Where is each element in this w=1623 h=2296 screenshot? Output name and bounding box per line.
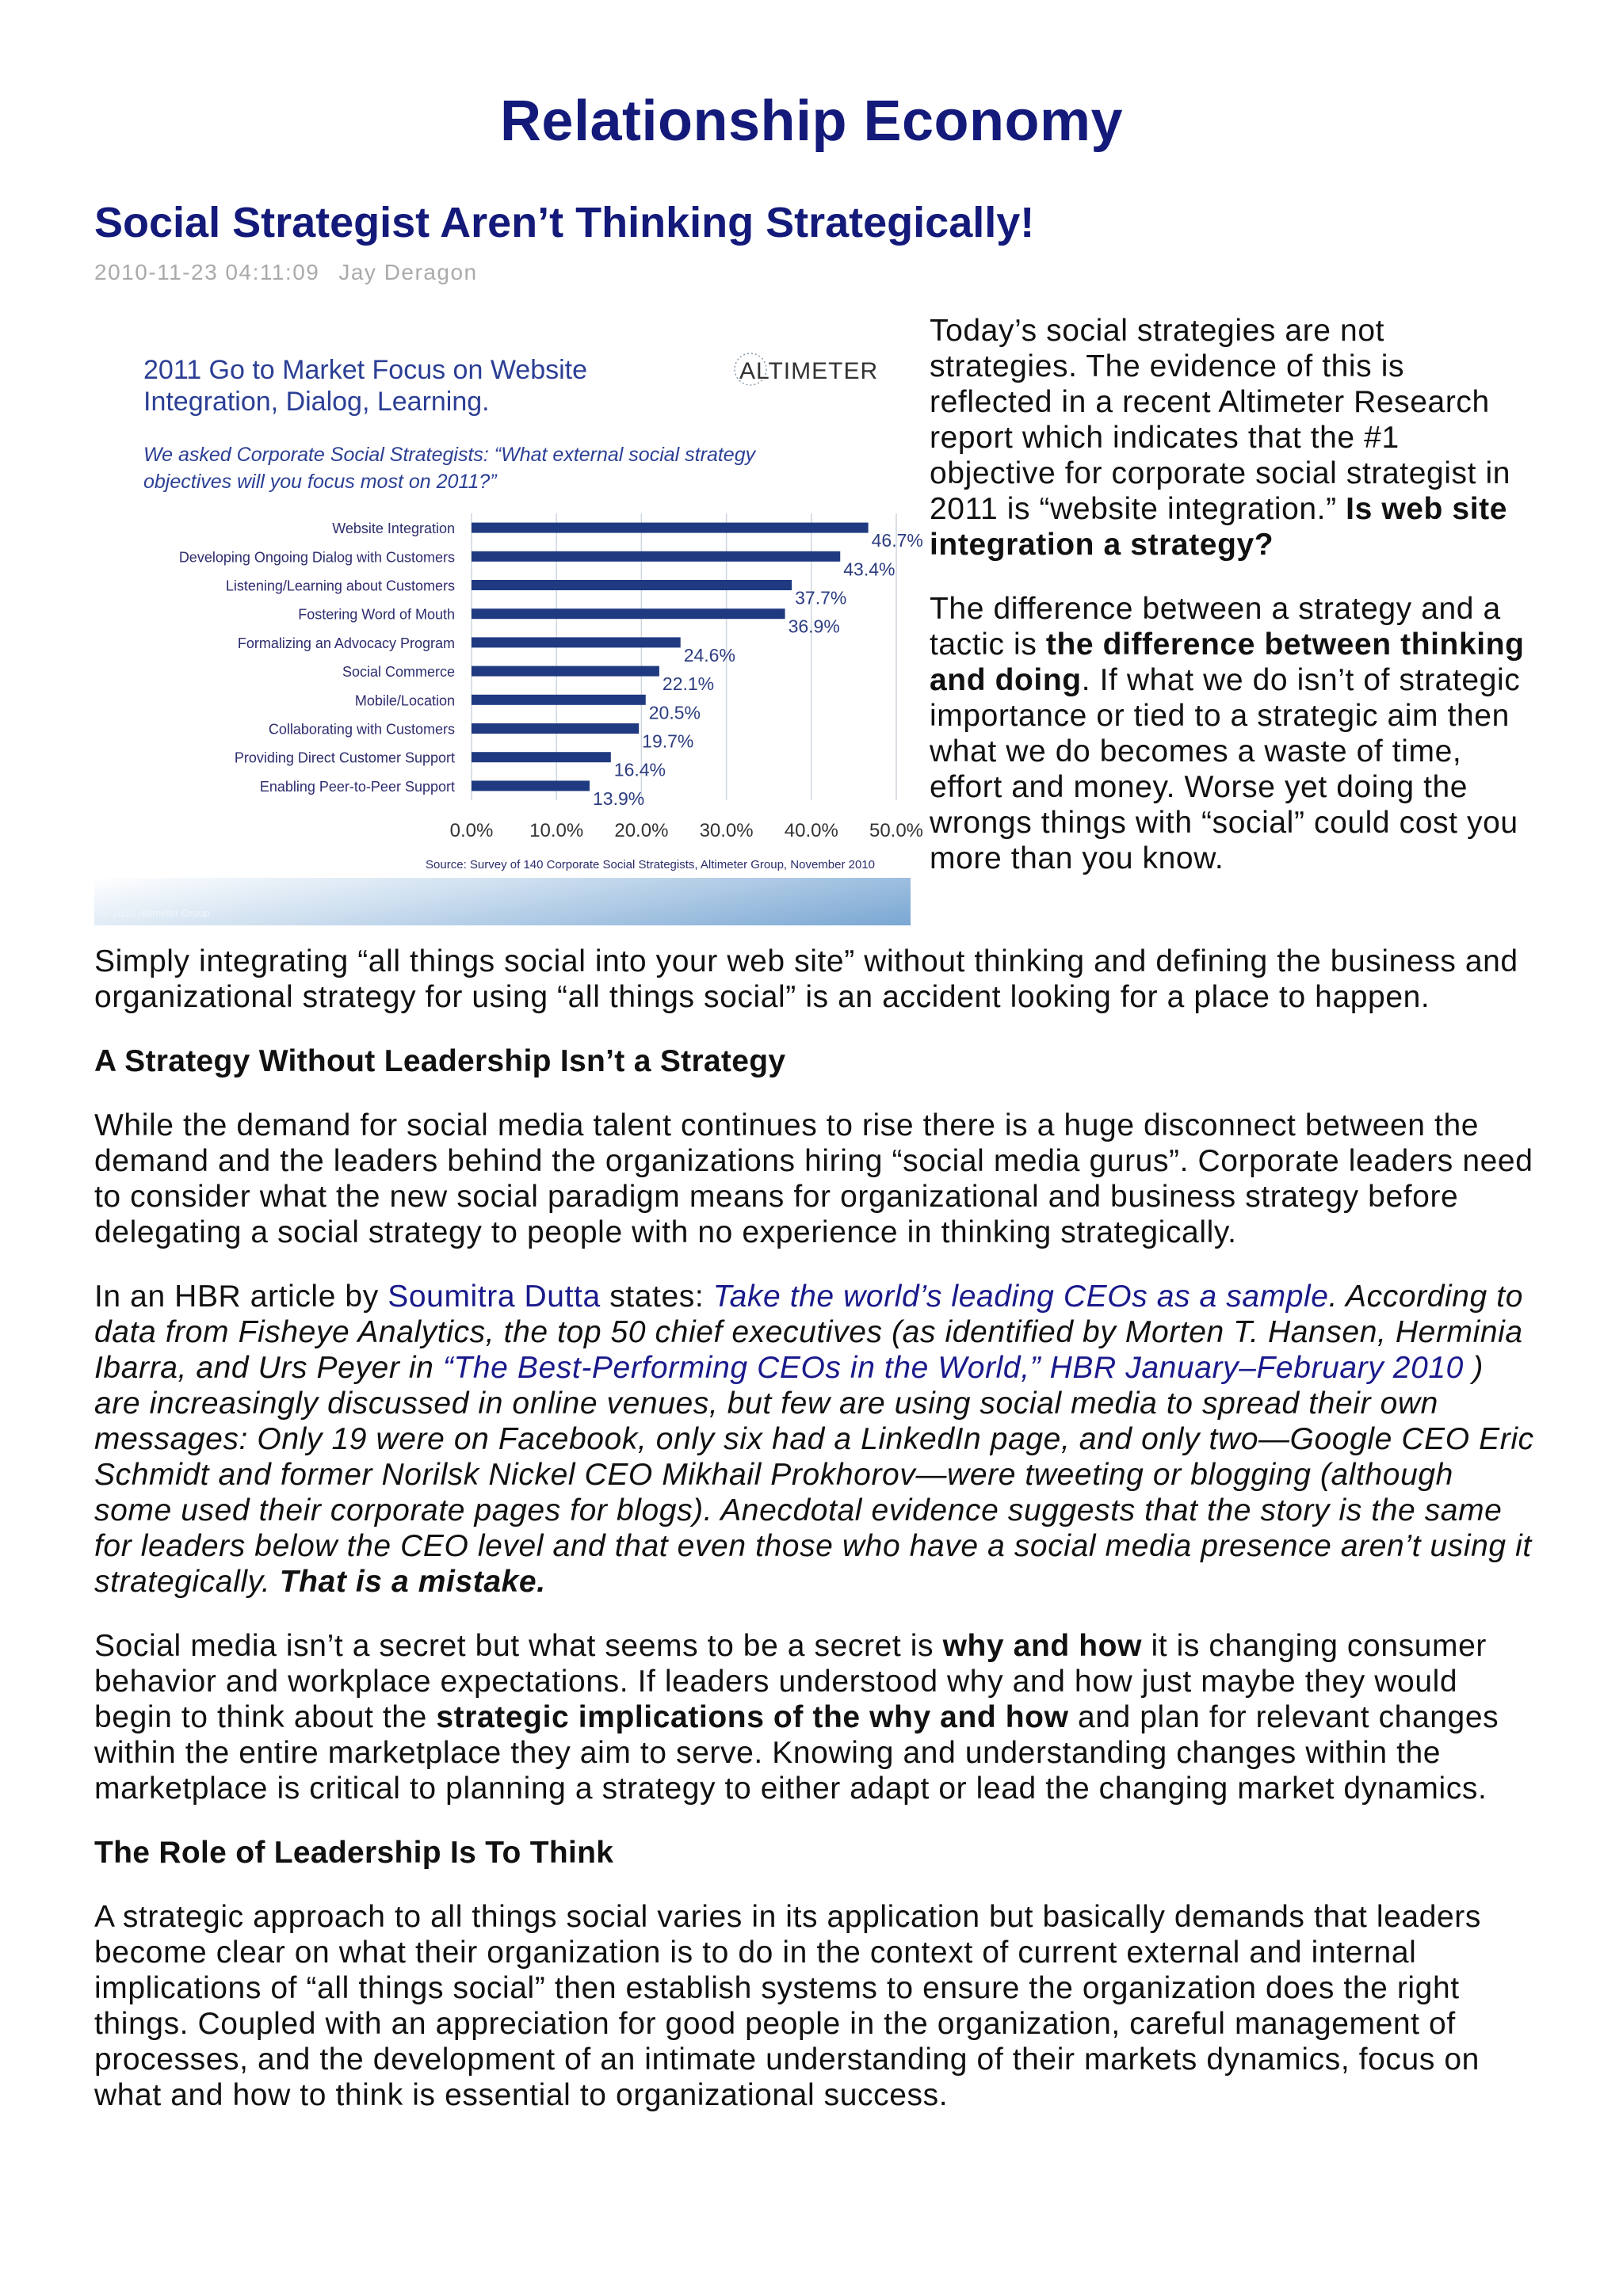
bar [472,551,840,562]
bar [472,608,785,619]
bar [472,780,590,791]
bar [472,580,792,590]
value-label: 20.5% [648,702,701,723]
chart-brand: ALTIMETER [739,358,879,384]
post-date: 2010-11-23 04:11:09 [94,260,320,284]
chart-subtitle-line-2: objectives will you focus most on 2011?” [143,471,497,493]
intro-paragraph-1: Today’s social strategies are not strategies. The evidence of this is reflected in a recent Altimeter Research report which indicates that the #1 objective for corporate social strategist in 2011 is “website integration.” Is web site integration a strategy? [930,314,1511,562]
paragraph-4: Social media isn’t a secret but what seems to be a secret is why and how it is changing consumer behavior and workplace expectations. If leaders understood why and how just maybe they would begin to think about the strategic implications of the why and how and plan for relevant changes within the entire marketplace they aim to serve. Knowing and understanding changes within the marketplace is critical to planning a strategy to either adapt or lead the changing market dynamics. [94,1629,1499,1806]
post-meta [94,260,478,285]
x-tick-label: 0.0% [449,820,494,841]
chart-subtitle-line-1: We asked Corporate Social Strategists: “What external social strategy [143,444,756,466]
hbr-article-link[interactable]: “The Best-Performing CEOs in the World,” HBR January–February 2010 [442,1351,1464,1385]
chart-footer-band [94,878,911,925]
chart-source: Source: Survey of 140 Corporate Social Strategists, Altimeter Group, November 2010 [426,858,875,871]
chart-copyright: © 2010 Altimeter Group [102,907,211,919]
paragraph-1: Simply integrating “all things social into your web site” without thinking and defining the business and organizational strategy for using “all things social” is an accident looking for a place to happen. [94,944,1518,1014]
value-label: 22.1% [662,673,715,695]
intro-paragraph-2: The difference between a strategy and a tactic is the difference between thinking and doing. If what we do isn’t of strategic importance or tied to a strategic aim then what we do becomes a waste of time, effort and money. Worse yet doing the wrongs things with “social” could cost you more than you know. [930,592,1525,875]
category-label: Website Integration [332,521,455,537]
category-label: Providing Direct Customer Support [234,749,455,766]
x-tick-label: 10.0% [529,820,584,841]
paragraph-2: While the demand for social media talent continues to rise there is a huge disconnect between the demand and the leaders behind the organizations hiring “social media gurus”. Corporate leaders need to consider what the new social paradigm means for organizational and business strategy before delegating a social strategy to people with no experience in thinking strategically. [94,1108,1533,1249]
bar [472,666,659,677]
x-tick-label: 40.0% [784,820,838,841]
value-label: 43.4% [843,559,896,580]
value-label: 24.6% [683,644,735,666]
value-label: 37.7% [795,587,847,608]
post-author[interactable]: Jay Deragon [338,260,478,284]
x-tick-label: 20.0% [614,820,669,841]
category-label: Collaborating with Customers [268,721,455,738]
chart-title-line-1: 2011 Go to Market Focus on Website [143,355,588,385]
x-tick-label: 30.0% [699,820,754,841]
bar-chart [94,317,924,925]
bar [472,523,869,533]
quote-link[interactable]: Take the world’s leading CEOs as a sample [712,1280,1329,1314]
category-label: Mobile/Location [354,692,455,709]
altimeter-chart [94,317,924,925]
post-title[interactable]: Social Strategist Aren’t Thinking Strategically! [94,199,1035,246]
paragraph-5: A strategic approach to all things social varies in its application but basically demands that leaders become clear on what their organization is to do in the context of current external and internal implications of “all things social” then establish systems to ensure the organization does the right things. Coupled with an appreciation for good people in the organization, careful management of processes, and the development of an intimate understanding of their markets dynamics, focus on what and how to think is essential to organizational success. [94,1900,1481,2112]
section-heading-2: The Role of Leadership Is To Think [94,1836,614,1870]
value-label: 13.9% [593,788,645,809]
section-heading-1: A Strategy Without Leadership Isn’t a Strategy [94,1044,786,1078]
intro-column [930,313,1532,905]
value-label: 19.7% [642,730,694,752]
chart-title-line-2: Integration, Dialog, Learning. [143,387,490,417]
author-link[interactable]: Soumitra Dutta [388,1280,601,1314]
article-body [94,944,1537,2142]
category-label: Listening/Learning about Customers [225,578,455,594]
bar [472,695,646,705]
value-label: 36.9% [788,616,840,637]
bar [472,723,639,734]
paragraph-3: In an HBR article by Soumitra Dutta states: Take the world’s leading CEOs as a sample. According to data from Fisheye Analytics, the top 50 chief executives (as identified by Morten T. Hansen, Herminia Ibarra, and Urs Peyer in “The Best-Performing CEOs in the World,” HBR January–February 2010 ) are increasingly discussed in online venues, but few are using social media to spread their own messages: Only 19 were on Facebook, only six had a LinkedIn page, and only two—Google CEO Eric Schmidt and former Norilsk Nickel CEO Mikhail Prokhorov—were tweeting or blogging (although some used their corporate pages for blogs). Anecdotal evidence suggests that the story is the same for leaders below the CEO level and that even those who have a social media presence aren’t using it strategically. That is a mistake. [94,1280,1534,1599]
category-label: Enabling Peer-to-Peer Support [259,778,455,795]
value-label: 46.7% [871,530,923,551]
category-label: Formalizing an Advocacy Program [237,635,455,651]
category-label: Social Commerce [342,664,455,681]
category-label: Fostering Word of Mouth [298,606,455,623]
x-tick-label: 50.0% [869,820,924,841]
bar [472,752,611,762]
site-title: Relationship Economy [499,90,1124,153]
value-label: 16.4% [613,759,666,780]
category-label: Developing Ongoing Dialog with Customers [178,549,455,566]
bar [472,637,681,647]
